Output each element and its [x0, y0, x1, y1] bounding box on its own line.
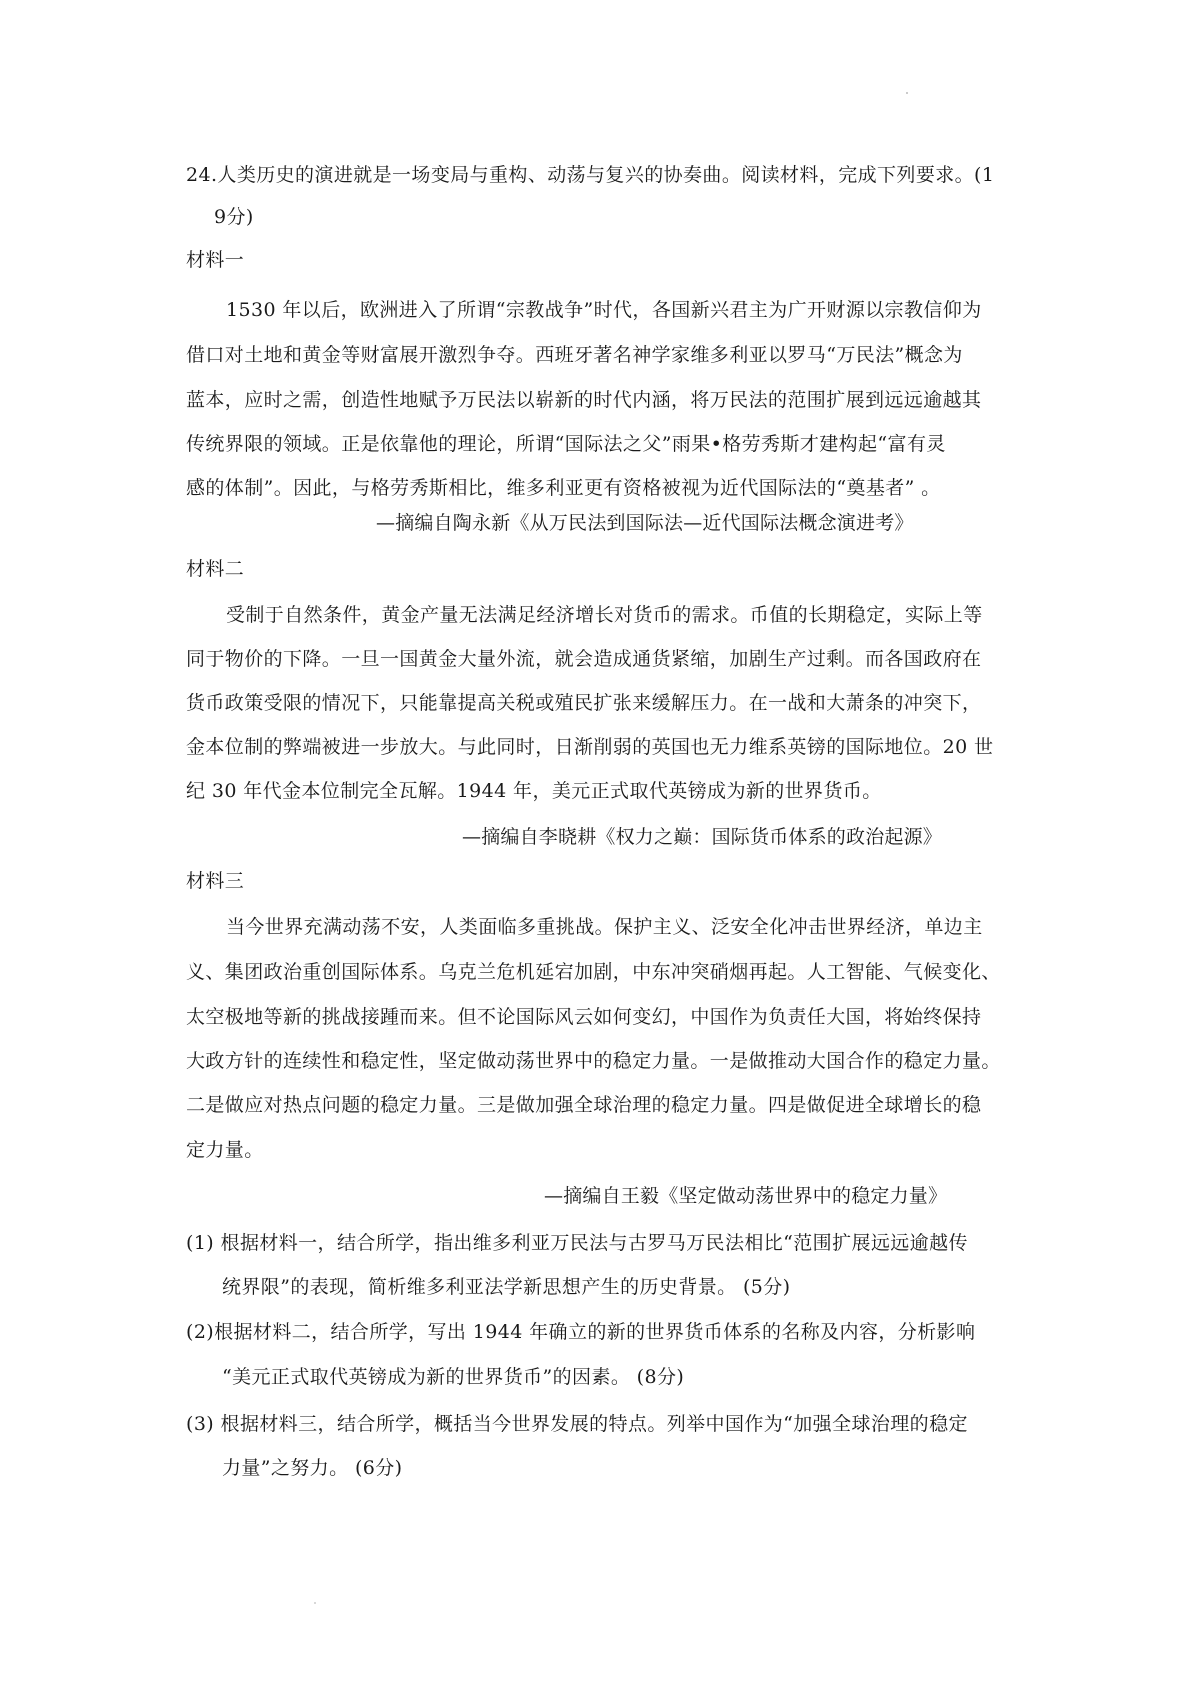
task-1-line-1: (1) 根据材料一，结合所学，指出维多利亚万民法与古罗马万民法相比“范围扩展远远逾越传 [186, 1232, 968, 1254]
scan-speck [314, 1602, 316, 1604]
material3-line-3: 太空极地等新的挑战接踵而来。但不论国际风云如何变幻，中国作为负责任大国，将始终保持 [186, 1006, 982, 1028]
task-3-line-1: (3) 根据材料三，结合所学，概括当今世界发展的特点。列举中国作为“加强全球治理的稳定 [186, 1413, 968, 1435]
material2-line-5: 纪 30 年代金本位制完全瓦解。1944 年，美元正式取代英镑成为新的世界货币。 [186, 780, 882, 802]
material3-line-2: 义、集团政治重创国际体系。乌克兰危机延宕加剧，中东冲突硝烟再起。人工智能、气候变化、 [186, 961, 1001, 983]
scan-speck [906, 92, 908, 94]
question-stem-line-2: 9分) [214, 206, 254, 228]
task-2-line-2: “美元正式取代英镑成为新的世界货币”的因素。 (8分) [222, 1366, 685, 1388]
material2-line-1: 受制于自然条件，黄金产量无法满足经济增长对货币的需求。币值的长期稳定，实际上等 [226, 604, 983, 626]
material1-line-4: 传统界限的领域。正是依靠他的理论，所谓“国际法之父”雨果•格劳秀斯才建构起“富有灵 [186, 433, 946, 455]
material2-source: —摘编自李晓耕《权力之巅：国际货币体系的政治起源》 [462, 826, 943, 848]
material3-line-6: 定力量。 [186, 1139, 264, 1161]
material1-heading: 材料一 [186, 249, 245, 271]
material2-line-3: 货币政策受限的情况下，只能靠提高关税或殖民扩张来缓解压力。在一战和大萧条的冲突下， [186, 692, 982, 714]
task-3-line-2: 力量”之努力。 (6分) [222, 1457, 403, 1479]
material3-line-5: 二是做应对热点问题的稳定力量。三是做加强全球治理的稳定力量。四是做促进全球增长的稳 [186, 1094, 982, 1116]
material2-line-4: 金本位制的弊端被进一步放大。与此同时，日渐削弱的英国也无力维系英镑的国际地位。20 世 [186, 736, 994, 758]
material1-line-1: 1530 年以后，欧洲进入了所谓“宗教战争”时代，各国新兴君主为广开财源以宗教信仰为 [226, 299, 982, 321]
question-stem-line-1: 24.人类历史的演进就是一场变局与重构、动荡与复兴的协奏曲。阅读材料，完成下列要求。(1 [186, 164, 995, 186]
material3-line-4: 大政方针的连续性和稳定性，坚定做动荡世界中的稳定力量。一是做推动大国合作的稳定力量。 [186, 1050, 1001, 1072]
material1-line-2: 借口对土地和黄金等财富展开激烈争夺。西班牙著名神学家维多利亚以罗马“万民法”概念为 [186, 344, 963, 366]
task-1-line-2: 统界限”的表现，简析维多利亚法学新思想产生的历史背景。 (5分) [222, 1276, 791, 1298]
material3-source: —摘编自王毅《坚定做动荡世界中的稳定力量》 [544, 1185, 948, 1207]
material3-line-1: 当今世界充满动荡不安，人类面临多重挑战。保护主义、泛安全化冲击世界经济，单边主 [226, 916, 983, 938]
material2-heading: 材料二 [186, 558, 245, 580]
material1-line-5: 感的体制”。因此，与格劳秀斯相比，维多利亚更有资格被视为近代国际法的“奠基者” 。 [186, 477, 941, 499]
material1-source: —摘编自陶永新《从万民法到国际法—近代国际法概念演进考》 [376, 512, 914, 534]
task-2-line-1: (2)根据材料二，结合所学，写出 1944 年确立的新的世界货币体系的名称及内容，分析影响 [186, 1321, 976, 1343]
material3-heading: 材料三 [186, 870, 245, 892]
material2-line-2: 同于物价的下降。一旦一国黄金大量外流，就会造成通货紧缩，加剧生产过剩。而各国政府在 [186, 648, 982, 670]
material1-line-3: 蓝本，应时之需，创造性地赋予万民法以崭新的时代内涵，将万民法的范围扩展到远远逾越其 [186, 389, 982, 411]
